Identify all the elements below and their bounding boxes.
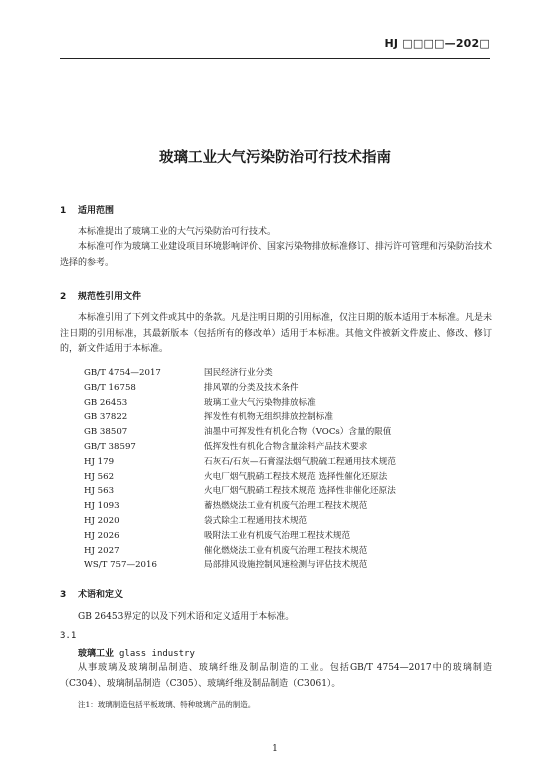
reference-row [84, 381, 396, 396]
reference-title: 蓄热燃烧法工业有机废气治理工程技术规范 [204, 501, 368, 512]
reference-code: HJ 563 [84, 486, 115, 497]
reference-title: 局部排风设施控制风速检测与评估技术规范 [204, 560, 368, 571]
reference-title: 吸附法工业有机废气治理工程技术规范 [204, 530, 351, 541]
reference-title: 袋式除尘工程通用技术规范 [204, 515, 308, 526]
section-heading-terms [60, 587, 123, 600]
reference-list [84, 366, 396, 573]
paragraph-scope-2: 本标准可作为玻璃工业建设项目环境影响评价、国家污染物排放标准修订、排污许可管理和污染防治技术选择的参考。 [60, 242, 493, 268]
reference-code: HJ 2026 [84, 530, 120, 541]
reference-row [84, 558, 396, 573]
reference-row [84, 529, 396, 544]
reference-code: HJ 179 [84, 456, 115, 467]
clause-number: 3.1 [60, 631, 77, 641]
reference-row [84, 396, 396, 411]
reference-title: 低挥发性有机化合物含量涂料产品技术要求 [204, 441, 368, 452]
reference-title: 火电厂烟气脱硝工程技术规范 选择性催化还原法 [204, 471, 388, 482]
reference-code: HJ 562 [84, 471, 115, 482]
reference-code: HJ 1093 [84, 501, 120, 512]
reference-title: 挥发性有机物无组织排放控制标准 [204, 412, 333, 423]
reference-title: 玻璃工业大气污染物排放标准 [204, 397, 316, 408]
reference-title: 催化燃烧法工业有机废气治理工程技术规范 [204, 545, 368, 556]
reference-title: 油墨中可挥发性有机化合物（VOCs）含量的限值 [204, 427, 392, 438]
term-heading [78, 646, 195, 659]
reference-title: 石灰石/石灰—石膏湿法烟气脱硫工程通用技术规范 [204, 456, 396, 467]
paragraph-references-intro: 本标准引用了下列文件或其中的条款。凡是注明日期的引用标准，仅注日期的版本适用于本标准。凡是未注日期的引用标准，其最新版本（包括所有的修改单）适用于本标准。其他文件被新文件废止、修改、修订的，新文件适用于本标准。 [60, 313, 493, 354]
reference-row [84, 544, 396, 559]
reference-row [84, 514, 396, 529]
reference-code: GB/T 16758 [84, 382, 136, 393]
reference-title: 国民经济行业分类 [204, 368, 273, 378]
reference-row [84, 470, 396, 485]
reference-row [84, 499, 396, 514]
reference-title: 火电厂烟气脱硝工程技术规范 选择性非催化还原法 [204, 486, 396, 497]
reference-row [84, 425, 396, 440]
section-number: 3 [60, 590, 67, 600]
term-chinese: 玻璃工业 [78, 649, 115, 659]
reference-code: HJ 2020 [84, 515, 120, 526]
paragraph-scope-1: 本标准提出了玻璃工业的大气污染防治可行技术。 [78, 227, 277, 237]
reference-row [84, 410, 396, 425]
reference-row [84, 366, 396, 381]
section-title: 术语和定义 [78, 590, 124, 600]
reference-code: GB/T 38597 [84, 441, 136, 452]
reference-title: 排风罩的分类及技术条件 [204, 382, 299, 393]
standard-code: HJ □□□□—202□ [384, 37, 490, 50]
reference-code: HJ 2027 [84, 545, 120, 556]
header-rule [60, 58, 490, 59]
document-title: 玻璃工业大气污染防治可行技术指南 [159, 150, 391, 166]
term-english: glass industry [119, 649, 195, 659]
section-number: 1 [60, 206, 67, 216]
reference-code: GB/T 4754—2017 [84, 368, 161, 378]
section-heading-references [60, 289, 141, 302]
reference-code: WS/T 757—2016 [84, 560, 157, 571]
paragraph-terms-intro: GB 26453界定的以及下列术语和定义适用于本标准。 [78, 612, 295, 622]
reference-code: GB 38507 [84, 427, 128, 438]
term-definition: 从事玻璃及玻璃制品制造、玻璃纤维及制品制造的工业。包括GB/T 4754—2017中的玻璃制造（C304）、玻璃制品制造（C305）、玻璃纤维及制品制造（C3061）。 [60, 663, 492, 689]
term-note: 注1：玻璃制造包括平板玻璃、特种玻璃产品的制造。 [78, 700, 256, 709]
reference-code: GB 26453 [84, 397, 128, 408]
section-title: 适用范围 [78, 206, 115, 216]
reference-code: GB 37822 [84, 412, 128, 423]
section-heading-scope [60, 203, 114, 216]
reference-row [84, 455, 396, 470]
section-number: 2 [60, 292, 67, 302]
section-title: 规范性引用文件 [78, 292, 142, 302]
reference-row [84, 484, 396, 499]
reference-row [84, 440, 396, 455]
page-number: 1 [272, 744, 278, 754]
